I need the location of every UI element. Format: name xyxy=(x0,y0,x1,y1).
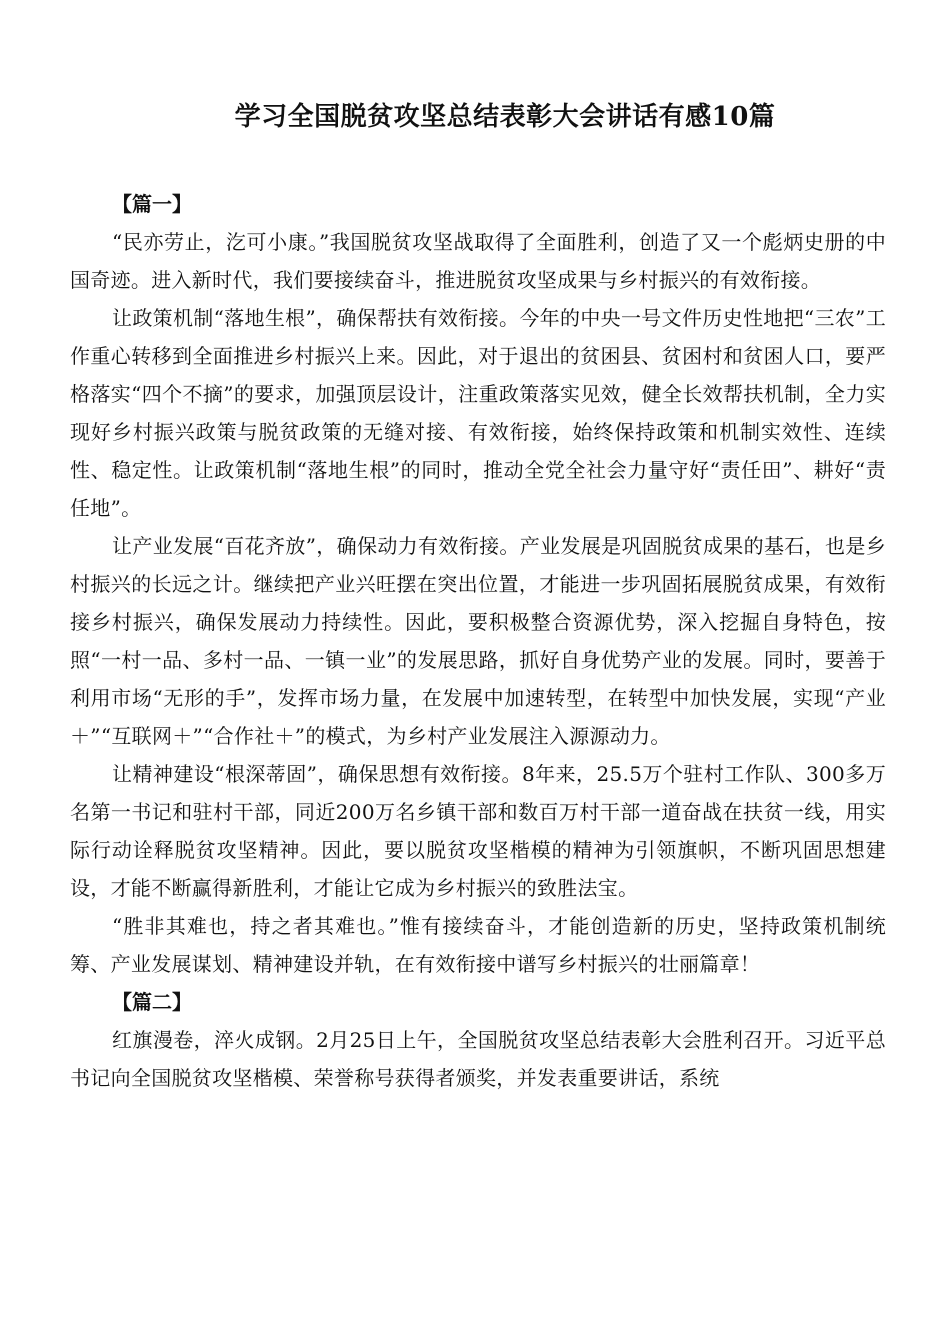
document-title: 学习全国脱贫攻坚总结表彰大会讲话有感10篇 xyxy=(234,102,776,132)
section-heading: 【篇二】 xyxy=(112,990,192,1014)
paragraph: 红旗漫卷，淬火成钢。2月25日上午，全国脱贫攻坚总结表彰大会胜利召开。习近平总书记向全国脱贫攻坚楷模、荣誉称号获得者颁奖，并发表重要讲话，系统 xyxy=(70,1028,886,1090)
section-heading: 【篇一】 xyxy=(112,192,192,216)
paragraph: 让精神建设“根深蒂固”，确保思想有效衔接。8年来，25.5万个驻村工作队、300多万名第一书记和驻村干部，同近200万名乡镇干部和数百万村干部一道奋战在扶贫一线，用实际行动诠释脱贫攻坚精神。因此，要以脱贫攻坚楷模的精神为引领旗帜，不断巩固思想建设，才能不断赢得新胜利，才能让它成为乡村振兴的致胜法宝。 xyxy=(70,762,886,900)
paragraph: 让政策机制“落地生根”，确保帮扶有效衔接。今年的中央一号文件历史性地把“三农”工作重心转移到全面推进乡村振兴上来。因此，对于退出的贫困县、贫困村和贫困人口，要严格落实“四个不摘”的要求，加强顶层设计，注重政策落实见效，健全长效帮扶机制，全力实现好乡村振兴政策与脱贫政策的无缝对接、有效衔接，始终保持政策和机制实效性、连续性、稳定性。让政策机制“落地生根”的同时，推动全党全社会力量守好“责任田”、耕好“责任地”。 xyxy=(70,306,886,520)
paragraph: “胜非其难也，持之者其难也。”惟有接续奋斗，才能创造新的历史，坚持政策机制统筹、产业发展谋划、精神建设并轨，在有效衔接中谱写乡村振兴的壮丽篇章！ xyxy=(70,914,886,976)
section-2 xyxy=(70,983,886,1097)
section-1 xyxy=(70,185,886,983)
document-body xyxy=(70,185,886,1097)
paragraph: 让产业发展“百花齐放”，确保动力有效衔接。产业发展是巩固脱贫成果的基石，也是乡村振兴的长远之计。继续把产业兴旺摆在突出位置，才能进一步巩固拓展脱贫成果，有效衔接乡村振兴，确保发展动力持续性。因此，要积极整合资源优势，深入挖掘自身特色，按照“一村一品、多村一品、一镇一业”的发展思路，抓好自身优势产业的发展。同时，要善于利用市场“无形的手”，发挥市场力量，在发展中加速转型，在转型中加快发展，实现“产业＋”“互联网＋”“合作社＋”的模式，为乡村产业发展注入源源动力。 xyxy=(70,534,886,748)
paragraph: “民亦劳止，汔可小康。”我国脱贫攻坚战取得了全面胜利，创造了又一个彪炳史册的中国奇迹。进入新时代，我们要接续奋斗，推进脱贫攻坚成果与乡村振兴的有效衔接。 xyxy=(70,230,886,292)
